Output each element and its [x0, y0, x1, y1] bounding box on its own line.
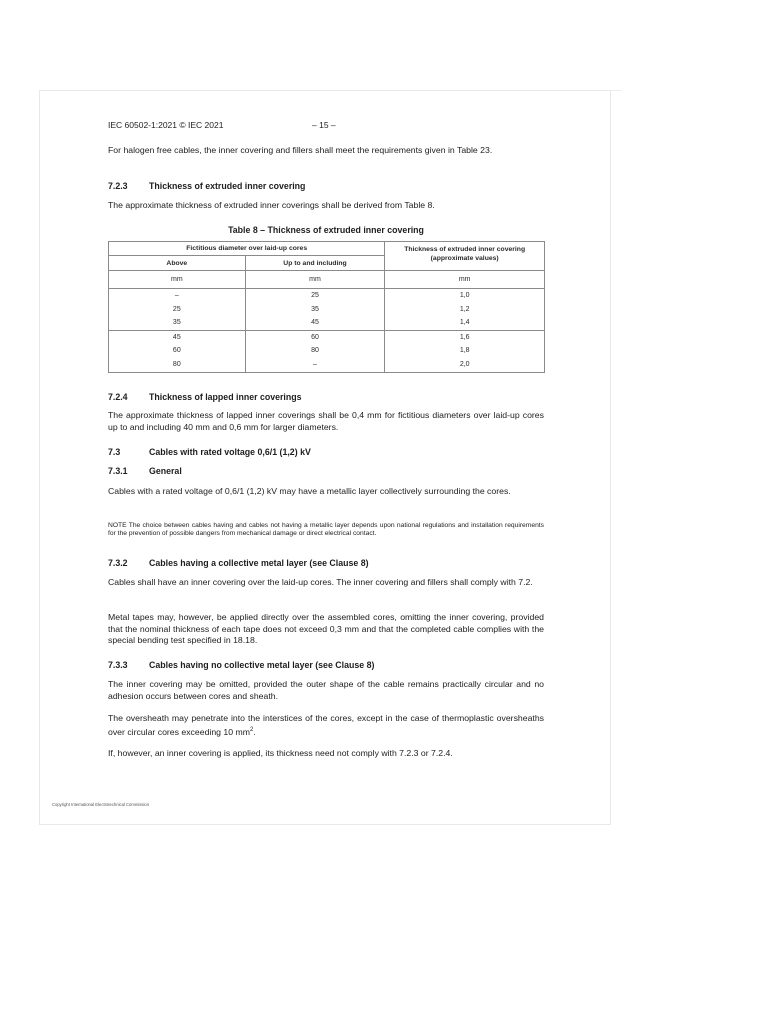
note-7-3-1: NOTE The choice between cables having and cables not having a metallic layer depends upon national regulations and installation requirements for the prevention of possible dangers from mechanical damage or direct electrical contact. — [108, 522, 544, 538]
header-above: Above — [109, 256, 246, 271]
heading-number: 7.3.2 — [108, 558, 128, 568]
heading-title: Thickness of extruded inner covering — [149, 181, 306, 191]
heading-title: Cables having a collective metal layer (see Clause 8) — [149, 558, 369, 568]
paragraph-7-3-1: Cables with a rated voltage of 0,6/1 (1,2) kV may have a metallic layer collectively surrounding the cores. — [108, 486, 511, 496]
page-top-rule — [611, 90, 621, 91]
header-fictitious-diameter: Fictitious diameter over laid-up cores — [109, 242, 385, 256]
table-row — [109, 316, 545, 330]
heading-number: 7.2.4 — [108, 392, 128, 402]
header-thickness-line2: (approximate values) — [430, 255, 499, 262]
table-8-caption: Table 8 – Thickness of extruded inner covering — [228, 225, 424, 235]
cell-thickness: 1,2 — [385, 303, 545, 317]
heading-7-2-3 — [108, 181, 305, 191]
copyright-footer: Copyright International Electrotechnical Commission — [52, 802, 150, 807]
cell-above: 35 — [109, 316, 246, 330]
heading-7-2-4 — [108, 392, 302, 402]
header-page-number: – 15 – — [312, 120, 336, 130]
heading-number: 7.3 — [108, 447, 121, 457]
header-thickness — [385, 242, 545, 271]
header-standard: IEC 60502-1:2021 © IEC 2021 — [108, 120, 224, 130]
heading-number: 7.2.3 — [108, 181, 128, 191]
cell-up-to: 35 — [245, 303, 385, 317]
cell-up-to: 45 — [245, 316, 385, 330]
heading-7-3-3 — [108, 660, 374, 670]
heading-number: 7.3.1 — [108, 466, 128, 476]
unit-cell: mm — [109, 271, 246, 289]
header-thickness-line1: Thickness of extruded inner covering — [404, 246, 526, 253]
table-row — [109, 303, 545, 317]
table-8 — [108, 241, 545, 373]
cell-thickness: 1,6 — [385, 330, 545, 344]
cell-above: – — [109, 289, 246, 303]
table-row — [109, 358, 545, 372]
paragraph-7-3-2-a: Cables shall have an inner covering over the laid-up cores. The inner covering and fillers shall comply with 7.2. — [108, 577, 533, 587]
paragraph-7-3-3-c: If, however, an inner covering is applied, its thickness need not comply with 7.2.3 or 7.2.4. — [108, 748, 453, 758]
cell-thickness: 1,4 — [385, 316, 545, 330]
cell-thickness: 2,0 — [385, 358, 545, 372]
paragraph-7-2-4: The approximate thickness of lapped inner coverings shall be 0,4 mm for fictitious diameters over laid-up cores up to and including 40 mm and 0,6 mm for larger diameters. — [108, 410, 544, 432]
paragraph-text: The oversheath may penetrate into the interstices of the cores, except in the case of thermoplastic oversheaths over circular cores exceeding 10 mm — [108, 713, 544, 737]
heading-title: Cables with rated voltage 0,6/1 (1,2) kV — [149, 447, 311, 457]
table-row — [109, 344, 545, 358]
unit-cell: mm — [385, 271, 545, 289]
cell-up-to: – — [245, 358, 385, 372]
cell-up-to: 60 — [245, 330, 385, 344]
heading-7-3 — [108, 447, 311, 457]
paragraph-end: . — [253, 726, 256, 737]
heading-title: Thickness of lapped inner coverings — [149, 392, 302, 402]
heading-7-3-1 — [108, 466, 182, 476]
heading-7-3-2 — [108, 558, 369, 568]
heading-number: 7.3.3 — [108, 660, 128, 670]
document-page — [39, 90, 611, 825]
cell-up-to: 25 — [245, 289, 385, 303]
table-row — [109, 289, 545, 303]
header-up-to: Up to and including — [245, 256, 385, 271]
cell-thickness: 1,0 — [385, 289, 545, 303]
paragraph-7-3-2-b: Metal tapes may, however, be applied directly over the assembled cores, omitting the inner covering, provided that the nominal thickness of each tape does not exceed 0,3 mm and that the completed cable complies with the special bending test specified in 18.18. — [108, 612, 544, 645]
heading-title: General — [149, 466, 182, 476]
cell-above: 25 — [109, 303, 246, 317]
intro-paragraph: For halogen free cables, the inner covering and fillers shall meet the requirements given in Table 23. — [108, 145, 493, 155]
unit-cell: mm — [245, 271, 385, 289]
table-row — [109, 330, 545, 344]
cell-up-to: 80 — [245, 344, 385, 358]
cell-thickness: 1,8 — [385, 344, 545, 358]
heading-title: Cables having no collective metal layer (see Clause 8) — [149, 660, 375, 670]
cell-above: 60 — [109, 344, 246, 358]
paragraph-7-2-3: The approximate thickness of extruded inner coverings shall be derived from Table 8. — [108, 200, 435, 210]
superscript: 2 — [249, 726, 254, 733]
paragraph-7-3-3-a: The inner covering may be omitted, provided the outer shape of the cable remains practically circular and no adhesion occurs between cores and sheath. — [108, 679, 544, 701]
cell-above: 80 — [109, 358, 246, 372]
paragraph-7-3-3-b — [108, 713, 544, 738]
cell-above: 45 — [109, 330, 246, 344]
